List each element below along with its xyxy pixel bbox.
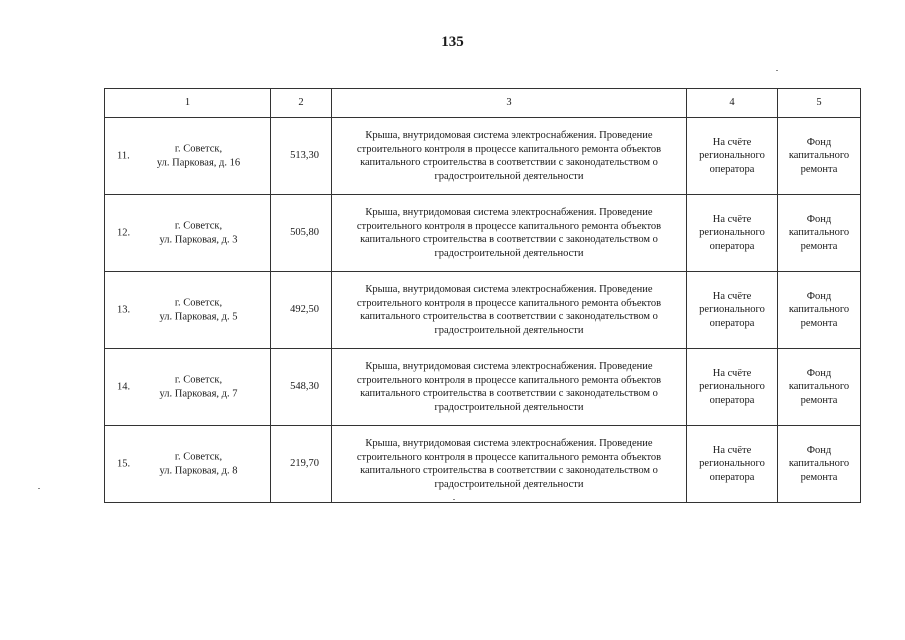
area-cell: 492,50 bbox=[271, 272, 332, 349]
address-cell bbox=[105, 118, 271, 195]
address-city: г. Советск, bbox=[174, 297, 223, 309]
account-cell: На счёте регионального оператора bbox=[687, 195, 778, 272]
address-city: г. Советск, bbox=[174, 451, 223, 463]
address-cell bbox=[105, 426, 271, 503]
scan-speck bbox=[38, 488, 40, 489]
address-street: ул. Парковая, д. 8 bbox=[159, 465, 238, 476]
work-description-cell: Крыша, внутридомовая система электроснабжения. Проведение строительного контроля в процессе капитального ремонта объектов капитального строительства в соответствии с законодательством о градостроительной деятельности bbox=[332, 195, 687, 272]
account-cell: На счёте регионального оператора bbox=[687, 118, 778, 195]
table-row bbox=[105, 349, 861, 426]
funding-source-cell: Фонд капитального ремонта bbox=[778, 195, 861, 272]
account-cell: На счёте регионального оператора bbox=[687, 349, 778, 426]
address-street: ул. Парковая, д. 3 bbox=[159, 234, 238, 245]
address-street: ул. Парковая, д. 7 bbox=[159, 388, 238, 399]
address-street: ул. Парковая, д. 16 bbox=[156, 157, 241, 168]
page-number: 135 bbox=[441, 34, 464, 50]
funding-source-cell: Фонд капитального ремонта bbox=[778, 118, 861, 195]
address-city: г. Советск, bbox=[174, 374, 223, 386]
column-header: 5 bbox=[778, 89, 861, 118]
column-header: 1 bbox=[105, 89, 271, 118]
funding-source-cell: Фонд капитального ремонта bbox=[778, 272, 861, 349]
table-row bbox=[105, 118, 861, 195]
table-row bbox=[105, 426, 861, 503]
address bbox=[141, 143, 256, 170]
address bbox=[141, 451, 256, 478]
column-header: 4 bbox=[687, 89, 778, 118]
work-table bbox=[104, 88, 861, 503]
funding-source-cell: Фонд капитального ремонта bbox=[778, 426, 861, 503]
table-row bbox=[105, 195, 861, 272]
work-description-cell: Крыша, внутридомовая система электроснабжения. Проведение строительного контроля в процессе капитального ремонта объектов капитального строительства в соответствии с законодательством о градостроительной деятельности bbox=[332, 272, 687, 349]
work-description-cell: Крыша, внутридомовая система электроснабжения. Проведение строительного контроля в процессе капитального ремонта объектов капитального строительства в соответствии с законодательством о градостроительной деятельности bbox=[332, 118, 687, 195]
address bbox=[141, 297, 256, 324]
funding-source-cell: Фонд капитального ремонта bbox=[778, 349, 861, 426]
address-street: ул. Парковая, д. 5 bbox=[159, 311, 238, 322]
row-number: 12. bbox=[117, 227, 131, 239]
column-header: 3 bbox=[332, 89, 687, 118]
column-header: 2 bbox=[271, 89, 332, 118]
table-row bbox=[105, 272, 861, 349]
area-cell: 513,30 bbox=[271, 118, 332, 195]
account-cell: На счёте регионального оператора bbox=[687, 426, 778, 503]
address-cell bbox=[105, 349, 271, 426]
column-header-row bbox=[105, 89, 861, 118]
address-cell bbox=[105, 272, 271, 349]
account-cell: На счёте регионального оператора bbox=[687, 272, 778, 349]
work-description-cell: Крыша, внутридомовая система электроснабжения. Проведение строительного контроля в процессе капитального ремонта объектов капитального строительства в соответствии с законодательством о градостроительной деятельности bbox=[332, 349, 687, 426]
area-cell: 219,70 bbox=[271, 426, 332, 503]
address-cell bbox=[105, 195, 271, 272]
area-cell: 505,80 bbox=[271, 195, 332, 272]
row-number: 13. bbox=[117, 304, 131, 316]
work-description-cell: Крыша, внутридомовая система электроснабжения. Проведение строительного контроля в процессе капитального ремонта объектов капитального строительства в соответствии с законодательством о градостроительной деятельности bbox=[332, 426, 687, 503]
address-city: г. Советск, bbox=[174, 220, 223, 232]
row-number: 15. bbox=[117, 458, 131, 470]
row-number: 14. bbox=[117, 381, 131, 393]
area-cell: 548,30 bbox=[271, 349, 332, 426]
scan-speck bbox=[776, 70, 778, 71]
address bbox=[141, 220, 256, 247]
address bbox=[141, 374, 256, 401]
row-number: 11. bbox=[117, 150, 130, 162]
address-city: г. Советск, bbox=[174, 143, 223, 155]
